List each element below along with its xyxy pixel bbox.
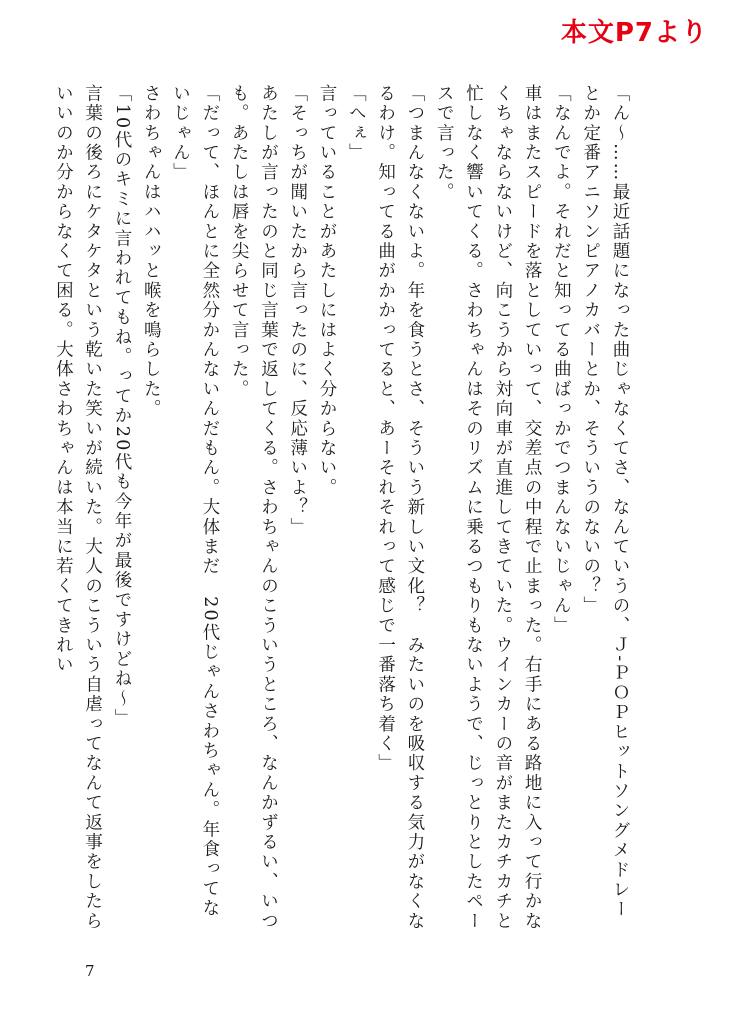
paragraph: さわちゃんはハハッと喉を鳴らした。 (141, 84, 162, 419)
page-number: 7 (85, 962, 95, 980)
page-excerpt-label: 本文P7より (560, 18, 708, 48)
paragraph: 「なんでよ。それだと知ってる曲ばっかでつまんないじゃん」 (551, 84, 572, 636)
paragraph: あたしが言ったのと同じ言葉で返してくる。さわちゃんのこういうところ、なんかずるい、いつも。あたしは唇を尖らせて言った。 (229, 84, 279, 932)
paragraph: 「だって、ほんとに全然分かんないんだもん。大体まだ 20代じゃんさわちゃん。年食ってないじゃん」 (170, 84, 220, 919)
paragraph: 「ん〜……最近話題になった曲じゃなくてさ、なんていうの、Ｊ‐ＰＯＰヒットソングメドレーとか定番アニソンピアノカバーとか、そういうのないの？」 (580, 84, 630, 920)
paragraph: 言っていることがあたしにはよく分からない。 (317, 84, 338, 498)
paragraph: 「へぇ」 (346, 84, 367, 163)
paragraph: 「つまんなくないよ。年を食うとさ、そういう新しい文化？ みたいのを吸収する気力がなくなるわけ。知ってる曲がかかってると、あーそれそれって感じで一番落ち着く」 (375, 84, 425, 932)
paragraph: 「10代のキミに言われてもね。ってか20代も今年が最後ですけどね〜」 (111, 84, 132, 729)
paragraph: 言葉の後ろにケタケタという乾いた笑いが続いた。大人のこういう自虐ってなんて返事をしたらいいのか分からなくて困る。大体さわちゃんは本当に若くてきれい (53, 84, 103, 932)
paragraph: 「そっちが聞いたから言ったのに、反応薄いよ？」 (287, 84, 308, 538)
paragraph: 車はまたスピードを落としていって、交差点の中程で止まった。右手にある路地に入って行かなくちゃならないけど、向こうから対向車が直進してきていた。ウインカーの音がまたカチカチと忙しなく響いてくる。さわちゃんはそのリズムに乗るつもりもないようで、じっとりとしたペースで言った。 (434, 84, 543, 932)
vertical-body-text (53, 84, 634, 934)
